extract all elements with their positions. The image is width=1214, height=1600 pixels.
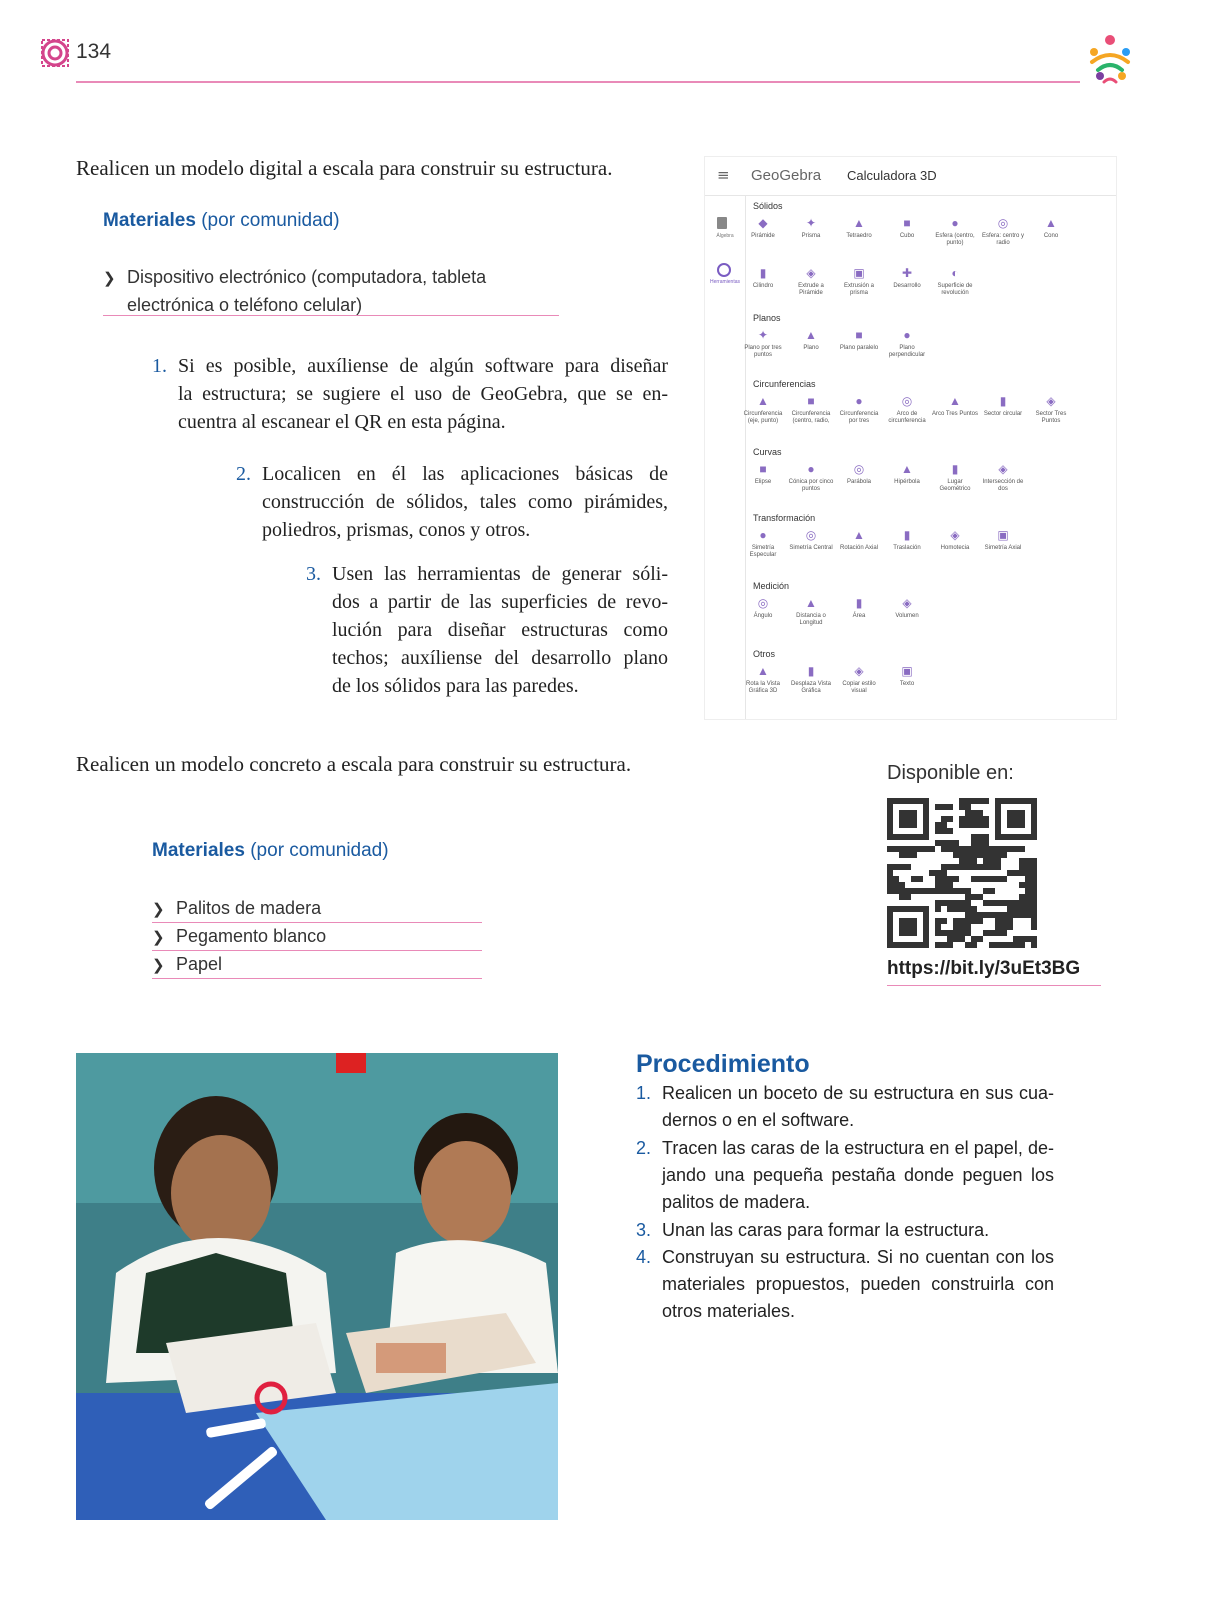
- tool-label: Circunferencia (centro, radio,: [791, 411, 831, 424]
- tool-button[interactable]: [739, 215, 787, 240]
- tool-icon: ■: [903, 216, 911, 230]
- qr-label: Disponible en:: [887, 762, 1014, 784]
- tool-label: Hipérbola: [894, 479, 920, 485]
- list-item: ❯ Palitos de madera: [152, 895, 482, 923]
- tool-label: Simetría Axial: [984, 545, 1022, 551]
- tool-icon: ●: [903, 328, 911, 342]
- tool-icon: ◈: [1046, 394, 1056, 408]
- tool-button[interactable]: [883, 527, 931, 552]
- tool-label: Arco Tres Puntos: [931, 411, 979, 417]
- tool-icon: ●: [759, 528, 767, 542]
- procedure-line: dernos o en el software.: [662, 1110, 855, 1130]
- step-number: 2.: [636, 1138, 652, 1158]
- tool-label: Traslación: [893, 545, 921, 551]
- tool-section-title: Circunferencias: [753, 379, 816, 389]
- tool-button[interactable]: [835, 265, 883, 297]
- tool-icon: ▲: [901, 462, 913, 476]
- tool-icon: ▣: [997, 528, 1009, 542]
- header-rule: [76, 81, 1080, 83]
- tool-label: Circunferencia (eje, punto): [743, 411, 783, 424]
- materials-heading-1: [103, 210, 340, 232]
- step-line: Usen las herramientas de generar sóli-: [332, 563, 668, 585]
- tool-label: Simetría Especular: [749, 545, 777, 558]
- tool-button[interactable]: [739, 461, 787, 486]
- tool-button[interactable]: [979, 527, 1027, 552]
- tool-icon: ▲: [949, 394, 961, 408]
- tool-section-title: Curvas: [753, 447, 782, 457]
- tool-icon: ●: [951, 216, 959, 230]
- step-line: Si es posible, auxíliense de algún software para diseñar: [178, 355, 668, 377]
- tool-label: Plano por tres puntos: [744, 345, 782, 358]
- tool-label: Intersección de dos: [982, 479, 1024, 492]
- tool-label: Volumen: [895, 613, 919, 619]
- materials-heading-bold: Materiales: [152, 840, 245, 861]
- chevron-right-icon: ❯: [152, 929, 165, 946]
- geogebra-logo: GeoGebra: [751, 167, 822, 184]
- tool-icon: ✦: [805, 216, 817, 230]
- section1-intro: Realicen un modelo digital a escala para construir su estructura.: [76, 156, 613, 180]
- tool-button[interactable]: [835, 595, 883, 620]
- tool-button[interactable]: [787, 595, 835, 627]
- tool-label: Cono: [1043, 233, 1059, 239]
- tool-icon: ◈: [950, 528, 960, 542]
- ornament-icon: [40, 38, 70, 68]
- tool-icon: ▲: [853, 216, 865, 230]
- step-line: poliedros, prismas, conos y otros.: [262, 519, 531, 541]
- materials-list-1: [103, 264, 563, 318]
- qr-url[interactable]: https://bit.ly/3uEt3BG: [887, 958, 1081, 979]
- tool-button[interactable]: [979, 215, 1027, 247]
- step-number: 2.: [236, 463, 251, 485]
- tool-icon: ▲: [853, 528, 865, 542]
- step-line: dos a partir de las superficies de revo-: [332, 591, 668, 613]
- step-line: la estructura; se sugiere el uso de GeoGebra, que se en-: [178, 383, 668, 405]
- tool-label: Simetría Central: [789, 545, 833, 551]
- hamburger-icon[interactable]: ≡: [717, 166, 730, 184]
- tool-section-title: Otros: [753, 649, 776, 659]
- step-number: 3.: [636, 1220, 652, 1240]
- tool-button[interactable]: [883, 595, 931, 620]
- tool-button[interactable]: [787, 393, 835, 425]
- tool-button[interactable]: [835, 663, 883, 695]
- tool-icon: ▮: [759, 266, 767, 280]
- tab-tools[interactable]: Herramientas: [709, 279, 740, 285]
- procedure-item-1: [636, 1080, 1054, 1134]
- tool-button[interactable]: [883, 461, 931, 486]
- divider: [887, 985, 1101, 986]
- procedure-line: jando una pequeña pestaña donde peguen los: [662, 1165, 1054, 1185]
- step-line: techos; auxíliense del desarrollo plano: [332, 647, 668, 669]
- tool-label: Rotación Axial: [839, 545, 879, 551]
- tool-label: Desarrollo: [893, 283, 921, 289]
- tool-button[interactable]: [1027, 215, 1075, 240]
- tool-icon: ▲: [757, 664, 769, 678]
- procedure-line: Construyan su estructura. Si no cuentan con los: [662, 1247, 1054, 1267]
- tool-button[interactable]: [835, 215, 883, 240]
- section2-intro: Realicen un modelo concreto a escala para construir su estructura.: [76, 752, 632, 776]
- tool-label: Plano: [803, 345, 819, 351]
- procedure-title: Procedimiento: [636, 1050, 810, 1078]
- geogebra-topbar: [705, 157, 1116, 196]
- tool-label: Lugar Geométrico: [939, 479, 971, 492]
- materials-list-2: [152, 895, 482, 979]
- tool-icon: ▣: [853, 266, 865, 280]
- tool-button[interactable]: [883, 327, 931, 359]
- tool-label: Arco de circunferencia: [888, 411, 926, 424]
- tool-label: Parábola: [846, 479, 872, 485]
- tool-icon: ◈: [806, 266, 816, 280]
- tool-button[interactable]: [931, 215, 979, 247]
- tool-label: Pirámide: [751, 233, 775, 239]
- materials-heading-2: [152, 840, 389, 862]
- tool-icon: ●: [807, 462, 815, 476]
- tool-icon: ●: [855, 394, 863, 408]
- tool-icon: ◐: [951, 266, 959, 280]
- tool-icon: ◎: [805, 528, 817, 542]
- geogebra-app-title: Calculadora 3D: [847, 168, 937, 183]
- tool-button[interactable]: [931, 393, 979, 418]
- step-number: 1.: [636, 1083, 652, 1103]
- procedure-line: Unan las caras para formar la estructura.: [662, 1220, 990, 1240]
- tool-button[interactable]: [739, 527, 787, 559]
- tool-label: Distancia o Longitud: [796, 613, 826, 626]
- step-line: construcción de sólidos, tales como pirámides,: [262, 491, 668, 513]
- geogebra-screenshot: [704, 156, 1117, 720]
- tool-label: Ángulo: [753, 613, 773, 619]
- list-item: ❯ Dispositivo electrónico (computadora, tableta: [103, 264, 563, 292]
- tool-icon: ▮: [999, 394, 1007, 408]
- materials-heading-rest: (por comunidad): [244, 840, 389, 861]
- tool-label: Extrusión a prisma: [843, 283, 874, 296]
- tool-icon: ◎: [901, 394, 913, 408]
- step-line: de los sólidos para las paredes.: [332, 675, 579, 697]
- tool-icon: ◈: [854, 664, 864, 678]
- tool-button[interactable]: [883, 215, 931, 240]
- tool-label: Sector circular: [983, 411, 1023, 417]
- tool-label: Homotecia: [940, 545, 970, 551]
- procedure-item-3: [636, 1217, 1054, 1244]
- tool-button[interactable]: [739, 663, 787, 695]
- tool-icon: ▣: [901, 664, 913, 678]
- materials-heading-rest: (por comunidad): [195, 210, 340, 231]
- tool-icon: ▲: [757, 394, 769, 408]
- tool-button[interactable]: [1027, 393, 1075, 425]
- calculator-icon[interactable]: [717, 217, 727, 229]
- tool-button[interactable]: [787, 265, 835, 297]
- tool-label: Texto: [899, 681, 915, 687]
- tool-button[interactable]: [883, 663, 931, 688]
- tool-button[interactable]: [931, 527, 979, 552]
- tool-label: Circunferencia por tres: [839, 411, 879, 424]
- tool-button[interactable]: [739, 265, 787, 290]
- step-line: lución para diseñar estructuras como: [332, 619, 668, 641]
- materials-heading-bold: Materiales: [103, 210, 196, 231]
- tool-button[interactable]: [787, 527, 835, 552]
- tool-button[interactable]: [835, 527, 883, 552]
- tool-label: Cubo: [899, 233, 915, 239]
- tool-label: Copiar estilo visual: [842, 681, 876, 694]
- chevron-right-icon: ❯: [152, 901, 165, 918]
- tool-label: Cilindro: [752, 283, 774, 289]
- tool-button[interactable]: [883, 393, 931, 425]
- step-line: cuentra al escanear el QR en esta página.: [178, 411, 506, 433]
- tool-button[interactable]: [787, 327, 835, 352]
- tool-icon: ■: [807, 394, 815, 408]
- step-number: 4.: [636, 1247, 652, 1267]
- tool-button[interactable]: [835, 327, 883, 352]
- divider: [103, 315, 559, 316]
- procedure-item-4: [636, 1244, 1054, 1325]
- tool-label: Superficie de revolución: [937, 283, 973, 296]
- tool-label: Sector Tres Puntos: [1035, 411, 1067, 424]
- tool-section-title: Medición: [753, 581, 790, 591]
- tool-icon: ◈: [998, 462, 1008, 476]
- tool-icon: ▲: [805, 596, 817, 610]
- step-number: 1.: [152, 355, 167, 377]
- tool-icon: ▮: [855, 596, 863, 610]
- tool-label: Elipse: [754, 479, 772, 485]
- tool-label: Esfera (centro, punto): [935, 233, 975, 246]
- procedure-line: otros materiales.: [662, 1301, 796, 1321]
- step-number: 3.: [306, 563, 321, 585]
- tool-button[interactable]: [883, 265, 931, 290]
- tool-section-title: Transformación: [753, 513, 816, 523]
- tool-button[interactable]: [739, 393, 787, 425]
- chevron-right-icon: ❯: [103, 270, 116, 287]
- procedure-line: materiales propuestos, pueden construirla con: [662, 1274, 1054, 1294]
- tool-icon: ◆: [758, 216, 768, 230]
- page-number: 134: [76, 40, 112, 63]
- logo-icon: [1080, 30, 1140, 90]
- tool-section-title: Planos: [753, 313, 781, 323]
- list-item: ❯ Papel: [152, 951, 482, 979]
- tool-button[interactable]: [931, 265, 979, 297]
- tool-label: Área: [852, 613, 866, 619]
- tool-section-title: Sólidos: [753, 201, 783, 211]
- tool-label: Plano paralelo: [839, 345, 879, 351]
- procedure-line: Realicen un boceto de su estructura en sus cua-: [662, 1083, 1054, 1103]
- tool-icon: ■: [759, 462, 767, 476]
- list-item: electrónica o teléfono celular): [127, 295, 363, 315]
- tool-label: Prisma: [801, 233, 821, 239]
- tool-icon: ◎: [757, 596, 769, 610]
- tool-icon: ■: [855, 328, 863, 342]
- chevron-right-icon: ❯: [152, 957, 165, 974]
- tool-button[interactable]: [787, 663, 835, 695]
- tool-label: Extrude a Pirámide: [798, 283, 824, 296]
- tool-icon: ◎: [997, 216, 1009, 230]
- tool-icon: ◈: [902, 596, 912, 610]
- tool-icon: ▮: [903, 528, 911, 542]
- tool-button[interactable]: [739, 595, 787, 620]
- tool-label: Rota la Vista Gráfica 3D: [746, 681, 780, 694]
- procedure-item-2: [636, 1135, 1054, 1216]
- tool-icon: ▮: [807, 664, 815, 678]
- step-line: Localicen en él las aplicaciones básicas de: [262, 463, 668, 485]
- tool-icon: ▲: [1045, 216, 1057, 230]
- tool-icon: ▮: [951, 462, 959, 476]
- tool-icon: ◎: [853, 462, 865, 476]
- tool-icon: ✚: [901, 266, 913, 280]
- tool-button[interactable]: [787, 461, 835, 493]
- tool-button[interactable]: [931, 461, 979, 493]
- tool-button[interactable]: [739, 327, 787, 359]
- procedure-line: Tracen las caras de la estructura en el papel, de-: [662, 1138, 1054, 1158]
- tool-label: Esfera: centro y radio: [981, 233, 1025, 246]
- tool-button[interactable]: [979, 461, 1027, 493]
- tool-icon: ✦: [757, 328, 769, 342]
- tools-icon[interactable]: [717, 263, 731, 277]
- tool-button[interactable]: [787, 215, 835, 240]
- tool-label: Plano perpendicular: [888, 345, 926, 358]
- tool-button[interactable]: [979, 393, 1027, 418]
- tool-button[interactable]: [835, 393, 883, 425]
- tool-label: Tetraedro: [846, 233, 872, 239]
- qr-code[interactable]: [887, 798, 1037, 948]
- tool-label: Desplaza Vista Gráfica: [791, 681, 831, 694]
- tool-label: Cónica por cinco puntos: [788, 479, 834, 492]
- students-photo: [76, 1053, 558, 1520]
- tab-algebra[interactable]: Álgebra: [716, 233, 734, 239]
- list-item: ❯ Pegamento blanco: [152, 923, 482, 951]
- tool-icon: ▲: [805, 328, 817, 342]
- tool-button[interactable]: [835, 461, 883, 486]
- procedure-line: palitos de madera.: [662, 1192, 811, 1212]
